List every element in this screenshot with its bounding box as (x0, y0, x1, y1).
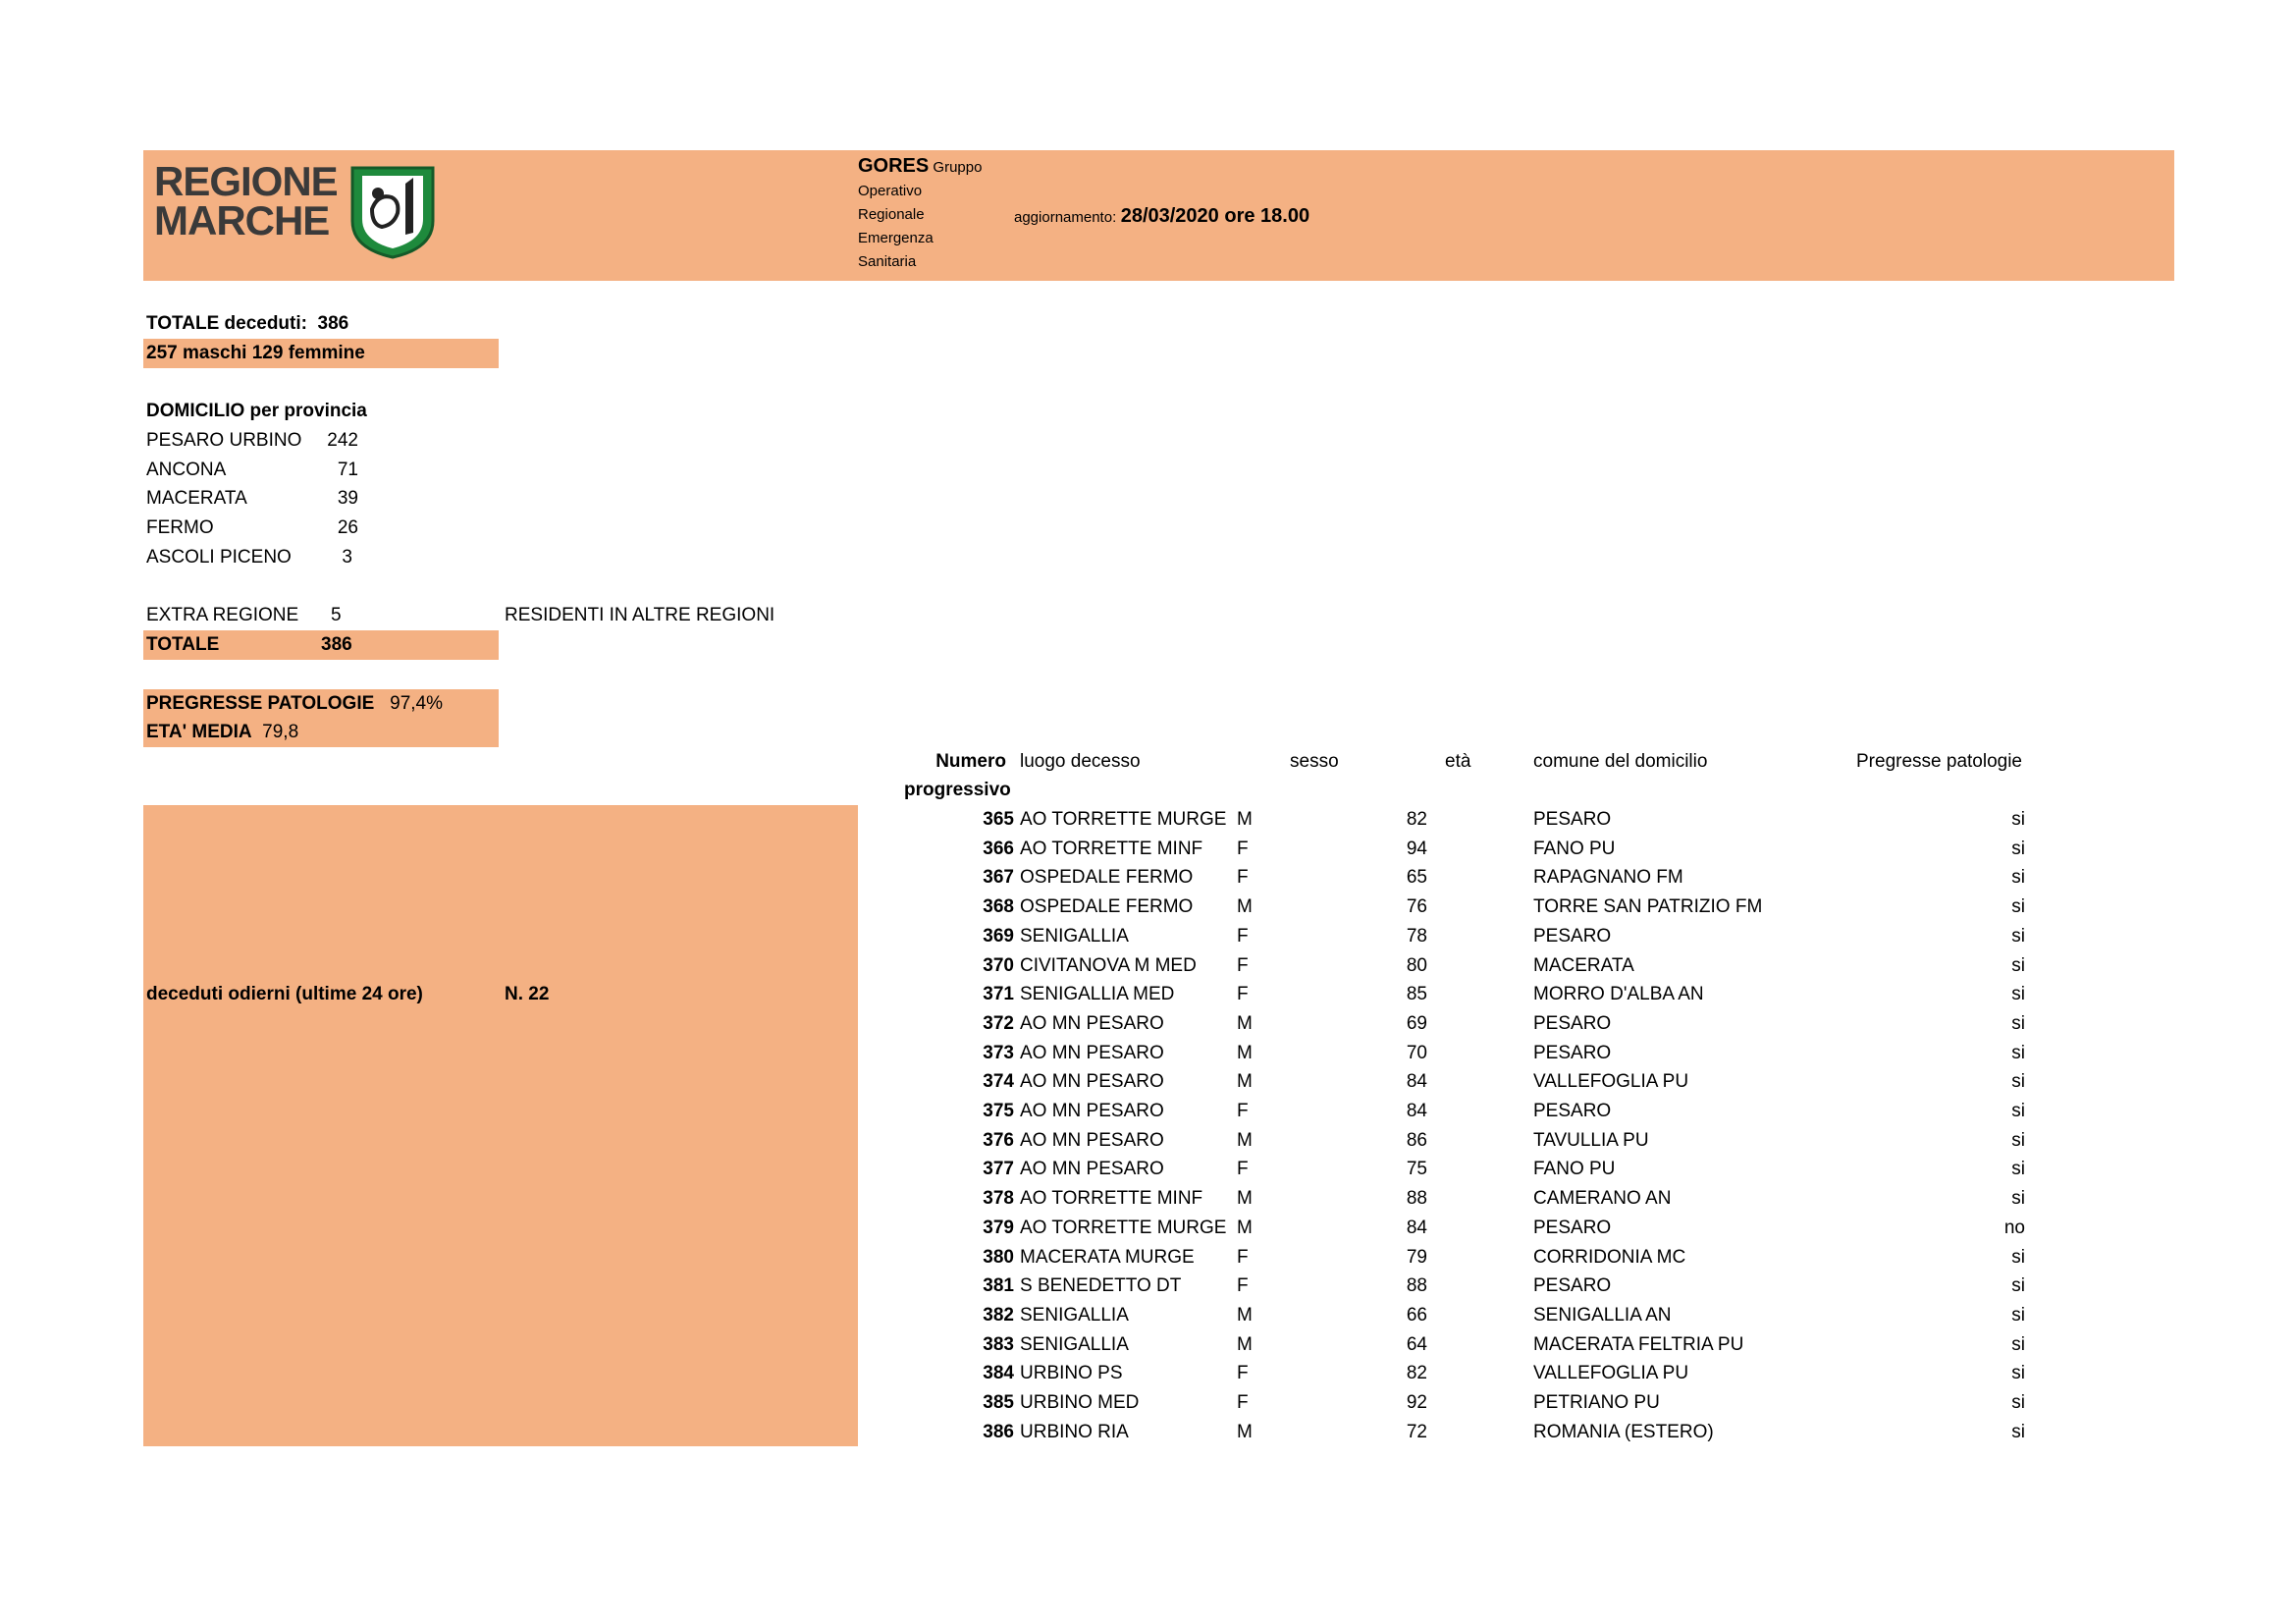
cell-luogo: SENIGALLIA MED (1020, 984, 1175, 1005)
cell-luogo: URBINO MED (1020, 1392, 1140, 1413)
gores-line-4: Emergenza (858, 230, 934, 246)
cell-sesso: M (1237, 1129, 1253, 1151)
cell-comune: FANO PU (1533, 838, 1616, 859)
cell-luogo: OSPEDALE FERMO (1020, 867, 1194, 889)
update-label: aggiornamento: (1014, 209, 1117, 226)
cell-numero: 381 (983, 1275, 1014, 1297)
province-count: 71 (337, 460, 358, 480)
cell-comune: PESARO (1533, 1012, 1612, 1034)
cell-eta: 85 (1406, 984, 1427, 1005)
cell-sesso: F (1237, 1363, 1249, 1384)
cell-numero: 373 (983, 1042, 1014, 1063)
cell-sesso: M (1237, 809, 1253, 830)
col-header-luogo: luogo decesso (1020, 751, 1141, 772)
cell-sesso: F (1237, 867, 1249, 889)
cell-eta: 72 (1406, 1421, 1427, 1442)
col-header-eta: età (1445, 751, 1471, 772)
cell-sesso: F (1237, 984, 1249, 1005)
average-age-value: 79,8 (262, 722, 299, 742)
cell-luogo: SENIGALLIA (1020, 1304, 1129, 1326)
cell-comune: PESARO (1533, 1101, 1612, 1121)
pathologies-label: PREGRESSE PATOLOGIE (146, 693, 375, 714)
cell-patologie: si (2011, 1159, 2025, 1180)
regione-marche-logo (154, 158, 439, 264)
province-name: ASCOLI PICENO (146, 547, 292, 568)
cell-numero: 368 (983, 896, 1014, 918)
province-count: 39 (337, 488, 358, 509)
province-count: 3 (342, 547, 352, 568)
province-count: 242 (327, 430, 358, 451)
cell-eta: 88 (1406, 1275, 1427, 1297)
logo-line-1: REGIONE (154, 158, 338, 204)
cell-patologie: si (2011, 1101, 2025, 1121)
province-name: PESARO URBINO (146, 430, 302, 451)
cell-eta: 84 (1406, 1071, 1427, 1093)
cell-sesso: M (1237, 1042, 1253, 1063)
cell-comune: RAPAGNANO FM (1533, 867, 1683, 889)
cell-eta: 86 (1406, 1129, 1427, 1151)
cell-luogo: URBINO RIA (1020, 1421, 1129, 1442)
total-deceased (146, 309, 348, 339)
cell-luogo: CIVITANOVA M MED (1020, 954, 1197, 976)
logo-line-2: MARCHE (154, 197, 330, 244)
cell-eta: 69 (1406, 1012, 1427, 1034)
update-value: 28/03/2020 ore 18.00 (1120, 205, 1310, 227)
cell-eta: 92 (1406, 1392, 1427, 1413)
cell-luogo: AO MN PESARO (1020, 1101, 1164, 1121)
cell-comune: CORRIDONIA MC (1533, 1246, 1686, 1268)
cell-patologie: si (2011, 1275, 2025, 1297)
cell-sesso: M (1237, 1304, 1253, 1326)
cell-luogo: AO MN PESARO (1020, 1012, 1164, 1034)
cell-patologie: si (2011, 1012, 2025, 1034)
cell-eta: 80 (1406, 954, 1427, 976)
cell-luogo: AO MN PESARO (1020, 1159, 1164, 1180)
cell-eta: 70 (1406, 1042, 1427, 1063)
cell-luogo: AO MN PESARO (1020, 1129, 1164, 1151)
pathologies-value: 97,4% (390, 693, 443, 714)
cell-comune: TORRE SAN PATRIZIO FM (1533, 896, 1763, 918)
cell-luogo: AO TORRETTE MURGE (1020, 1217, 1227, 1238)
gender-split: 257 maschi 129 femmine (146, 343, 365, 363)
total-deceased-value: 386 (317, 313, 349, 334)
cell-comune: PESARO (1533, 1042, 1612, 1063)
cell-sesso: F (1237, 925, 1249, 947)
cell-sesso: F (1237, 1159, 1249, 1180)
cell-patologie: si (2011, 896, 2025, 918)
cell-comune: VALLEFOGLIA PU (1533, 1071, 1689, 1093)
cell-comune: VALLEFOGLIA PU (1533, 1363, 1689, 1384)
cell-sesso: F (1237, 838, 1249, 859)
cell-sesso: F (1237, 1275, 1249, 1297)
cell-comune: ROMANIA (ESTERO) (1533, 1421, 1714, 1442)
cell-comune: MACERATA (1533, 954, 1634, 976)
cell-sesso: M (1237, 1071, 1253, 1093)
cell-eta: 88 (1406, 1188, 1427, 1210)
cell-patologie: si (2011, 1421, 2025, 1442)
cell-sesso: M (1237, 1012, 1253, 1034)
cell-comune: PESARO (1533, 1275, 1612, 1297)
cell-luogo: AO MN PESARO (1020, 1071, 1164, 1093)
cell-patologie: si (2011, 1188, 2025, 1210)
col-header-patologie: Pregresse patologie (1856, 751, 2022, 772)
cell-numero: 375 (983, 1101, 1014, 1121)
cell-numero: 369 (983, 925, 1014, 947)
cell-sesso: F (1237, 1392, 1249, 1413)
today-label: deceduti odierni (ultime 24 ore) (146, 984, 423, 1004)
cell-comune: PESARO (1533, 925, 1612, 947)
cell-patologie: si (2011, 1304, 2025, 1326)
cell-numero: 378 (983, 1188, 1014, 1210)
cell-numero: 383 (983, 1333, 1014, 1355)
cell-luogo: OSPEDALE FERMO (1020, 896, 1194, 918)
cell-comune: MACERATA FELTRIA PU (1533, 1333, 1744, 1355)
cell-eta: 76 (1406, 896, 1427, 918)
cell-luogo: S BENEDETTO DT (1020, 1275, 1182, 1297)
cell-numero: 382 (983, 1304, 1014, 1326)
col-header-numero: Numero (935, 751, 1006, 772)
col-header-progressivo: progressivo (904, 780, 1011, 800)
cell-eta: 75 (1406, 1159, 1427, 1180)
cell-luogo: AO TORRETTE MURGE (1020, 809, 1227, 830)
cell-comune: PESARO (1533, 1217, 1612, 1238)
update-info (1014, 201, 1309, 233)
cell-numero: 376 (983, 1129, 1014, 1151)
cell-sesso: M (1237, 1333, 1253, 1355)
cell-patologie: si (2011, 1246, 2025, 1268)
cell-luogo: AO TORRETTE MINF (1020, 838, 1203, 859)
cell-sesso: M (1237, 896, 1253, 918)
cell-luogo: MACERATA MURGE (1020, 1246, 1195, 1268)
cell-eta: 66 (1406, 1304, 1427, 1326)
province-count: 26 (337, 517, 358, 538)
col-header-sesso: sesso (1290, 751, 1339, 772)
deaths-table (901, 805, 2079, 1453)
cell-numero: 379 (983, 1217, 1014, 1238)
cell-sesso: M (1237, 1188, 1253, 1210)
cell-comune: PETRIANO PU (1533, 1392, 1660, 1413)
province-name: FERMO (146, 517, 214, 538)
cell-sesso: M (1237, 1217, 1253, 1238)
gores-block (858, 154, 982, 274)
cell-numero: 386 (983, 1421, 1014, 1442)
cell-sesso: F (1237, 1246, 1249, 1268)
today-band (143, 805, 858, 1446)
cell-comune: FANO PU (1533, 1159, 1616, 1180)
cell-eta: 65 (1406, 867, 1427, 889)
cell-luogo: SENIGALLIA (1020, 925, 1129, 947)
cell-numero: 366 (983, 838, 1014, 859)
cell-patologie: si (2011, 1363, 2025, 1384)
cell-eta: 84 (1406, 1217, 1427, 1238)
cell-numero: 372 (983, 1012, 1014, 1034)
cell-luogo: AO MN PESARO (1020, 1042, 1164, 1063)
gores-line-1: Gruppo (933, 159, 983, 176)
extra-region-label: EXTRA REGIONE (146, 605, 299, 625)
cell-numero: 370 (983, 954, 1014, 976)
cell-patologie: no (2003, 1217, 2025, 1238)
cell-patologie: si (2011, 1333, 2025, 1355)
cell-sesso: F (1237, 1101, 1249, 1121)
province-name: ANCONA (146, 460, 227, 480)
gores-line-3: Regionale (858, 206, 925, 223)
cell-comune: MORRO D'ALBA AN (1533, 984, 1704, 1005)
gores-line-5: Sanitaria (858, 253, 917, 270)
cell-patologie: si (2011, 925, 2025, 947)
cell-eta: 79 (1406, 1246, 1427, 1268)
cell-patologie: si (2011, 1129, 2025, 1151)
cell-patologie: si (2011, 1042, 2025, 1063)
domicile-title: DOMICILIO per provincia (146, 401, 367, 421)
col-header-comune: comune del domicilio (1533, 751, 1708, 772)
cell-numero: 385 (983, 1392, 1014, 1413)
total-deceased-label: TOTALE deceduti: (146, 313, 307, 334)
cell-eta: 82 (1406, 1363, 1427, 1384)
cell-numero: 365 (983, 809, 1014, 830)
cell-luogo: SENIGALLIA (1020, 1333, 1129, 1355)
cell-eta: 78 (1406, 925, 1427, 947)
extra-region-value: 5 (331, 605, 342, 625)
average-age-stat (146, 718, 298, 747)
extra-region-note: RESIDENTI IN ALTRE REGIONI (505, 605, 775, 625)
cell-patologie: si (2011, 984, 2025, 1005)
cell-luogo: URBINO PS (1020, 1363, 1123, 1384)
cell-luogo: AO TORRETTE MINF (1020, 1188, 1203, 1210)
cell-numero: 380 (983, 1246, 1014, 1268)
cell-patologie: si (2011, 809, 2025, 830)
cell-patologie: si (2011, 954, 2025, 976)
domicile-total-label: TOTALE (146, 634, 220, 655)
cell-patologie: si (2011, 867, 2025, 889)
pathologies-stat (146, 689, 443, 719)
cell-numero: 374 (983, 1071, 1014, 1093)
cell-numero: 384 (983, 1363, 1014, 1384)
cell-patologie: si (2011, 1392, 2025, 1413)
cell-numero: 371 (983, 984, 1014, 1005)
cell-eta: 84 (1406, 1101, 1427, 1121)
cell-sesso: F (1237, 954, 1249, 976)
cell-comune: CAMERANO AN (1533, 1188, 1672, 1210)
cell-numero: 377 (983, 1159, 1014, 1180)
cell-numero: 367 (983, 867, 1014, 889)
cell-sesso: M (1237, 1421, 1253, 1442)
cell-patologie: si (2011, 1071, 2025, 1093)
province-name: MACERATA (146, 488, 247, 509)
cell-comune: PESARO (1533, 809, 1612, 830)
average-age-label: ETA' MEDIA (146, 722, 252, 742)
cell-eta: 64 (1406, 1333, 1427, 1355)
gores-line-2: Operativo (858, 183, 923, 199)
cell-eta: 94 (1406, 838, 1427, 859)
domicile-total-value: 386 (321, 634, 352, 655)
today-count: N. 22 (505, 984, 550, 1004)
cell-comune: TAVULLIA PU (1533, 1129, 1649, 1151)
cell-eta: 82 (1406, 809, 1427, 830)
cell-patologie: si (2011, 838, 2025, 859)
gores-title: GORES (858, 155, 930, 177)
cell-comune: SENIGALLIA AN (1533, 1304, 1672, 1326)
marche-emblem-icon (348, 164, 437, 260)
